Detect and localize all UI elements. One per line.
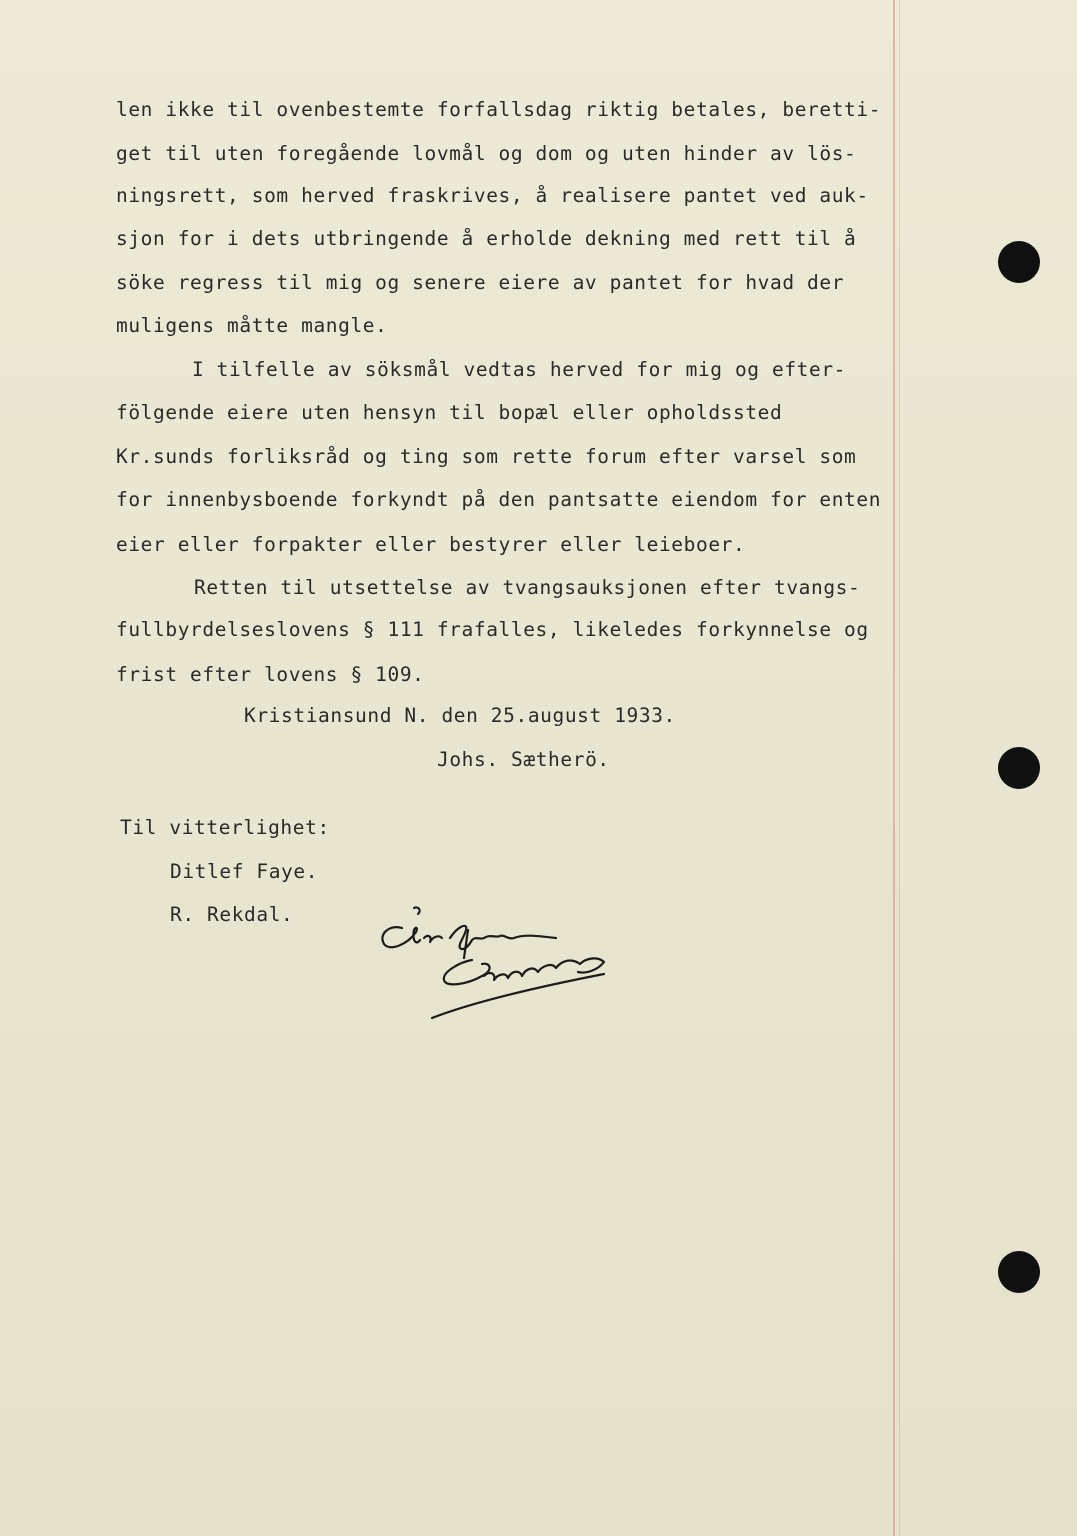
text-line-11: eier eller forpakter eller bestyrer eller leieboer.: [116, 533, 746, 556]
text-line-7: I tilfelle av söksmål vedtas herved for mig og efter-: [192, 358, 847, 381]
witness-heading: Til vitterlighet:: [120, 816, 330, 839]
text-line-13: fullbyrdelseslovens § 111 frafalles, likeledes forkynnelse og: [116, 618, 869, 641]
margin-rule-secondary: [899, 0, 900, 1536]
text-line-9: Kr.sunds forliksråd og ting som rette forum efter varsel som: [116, 445, 857, 468]
text-line-14: frist efter lovens § 109.: [116, 663, 425, 686]
text-line-12: Retten til utsettelse av tvangsauksjonen efter tvangs-: [194, 576, 861, 599]
text-line-2: get til uten foregående lovmål og dom og uten hinder av lös-: [116, 142, 857, 165]
text-line-8: fölgende eiere uten hensyn til bopæl eller opholdssted: [116, 401, 783, 424]
punch-hole-middle: [998, 747, 1040, 789]
punch-hole-bottom: [998, 1251, 1040, 1293]
text-line-3: ningsrett, som herved fraskrives, å realisere pantet ved auk-: [116, 184, 869, 207]
text-line-6: muligens måtte mangle.: [116, 314, 388, 337]
handwritten-signature: [372, 900, 622, 1030]
margin-rule: [893, 0, 895, 1536]
punch-hole-top: [998, 241, 1040, 283]
text-line-1: len ikke til ovenbestemte forfallsdag riktig betales, beretti-: [116, 98, 882, 121]
text-line-4: sjon for i dets utbringende å erholde dekning med rett til å: [116, 227, 857, 250]
witness-1: Ditlef Faye.: [170, 860, 319, 883]
text-line-10: for innenbysboende forkyndt på den pantsatte eiendom for enten: [116, 488, 882, 511]
signer-name: Johs. Sætherö.: [437, 748, 610, 771]
witness-2: R. Rekdal.: [170, 903, 294, 926]
text-line-5: söke regress til mig og senere eiere av pantet for hvad der: [116, 271, 845, 294]
place-date: Kristiansund N. den 25.august 1933.: [244, 704, 676, 727]
